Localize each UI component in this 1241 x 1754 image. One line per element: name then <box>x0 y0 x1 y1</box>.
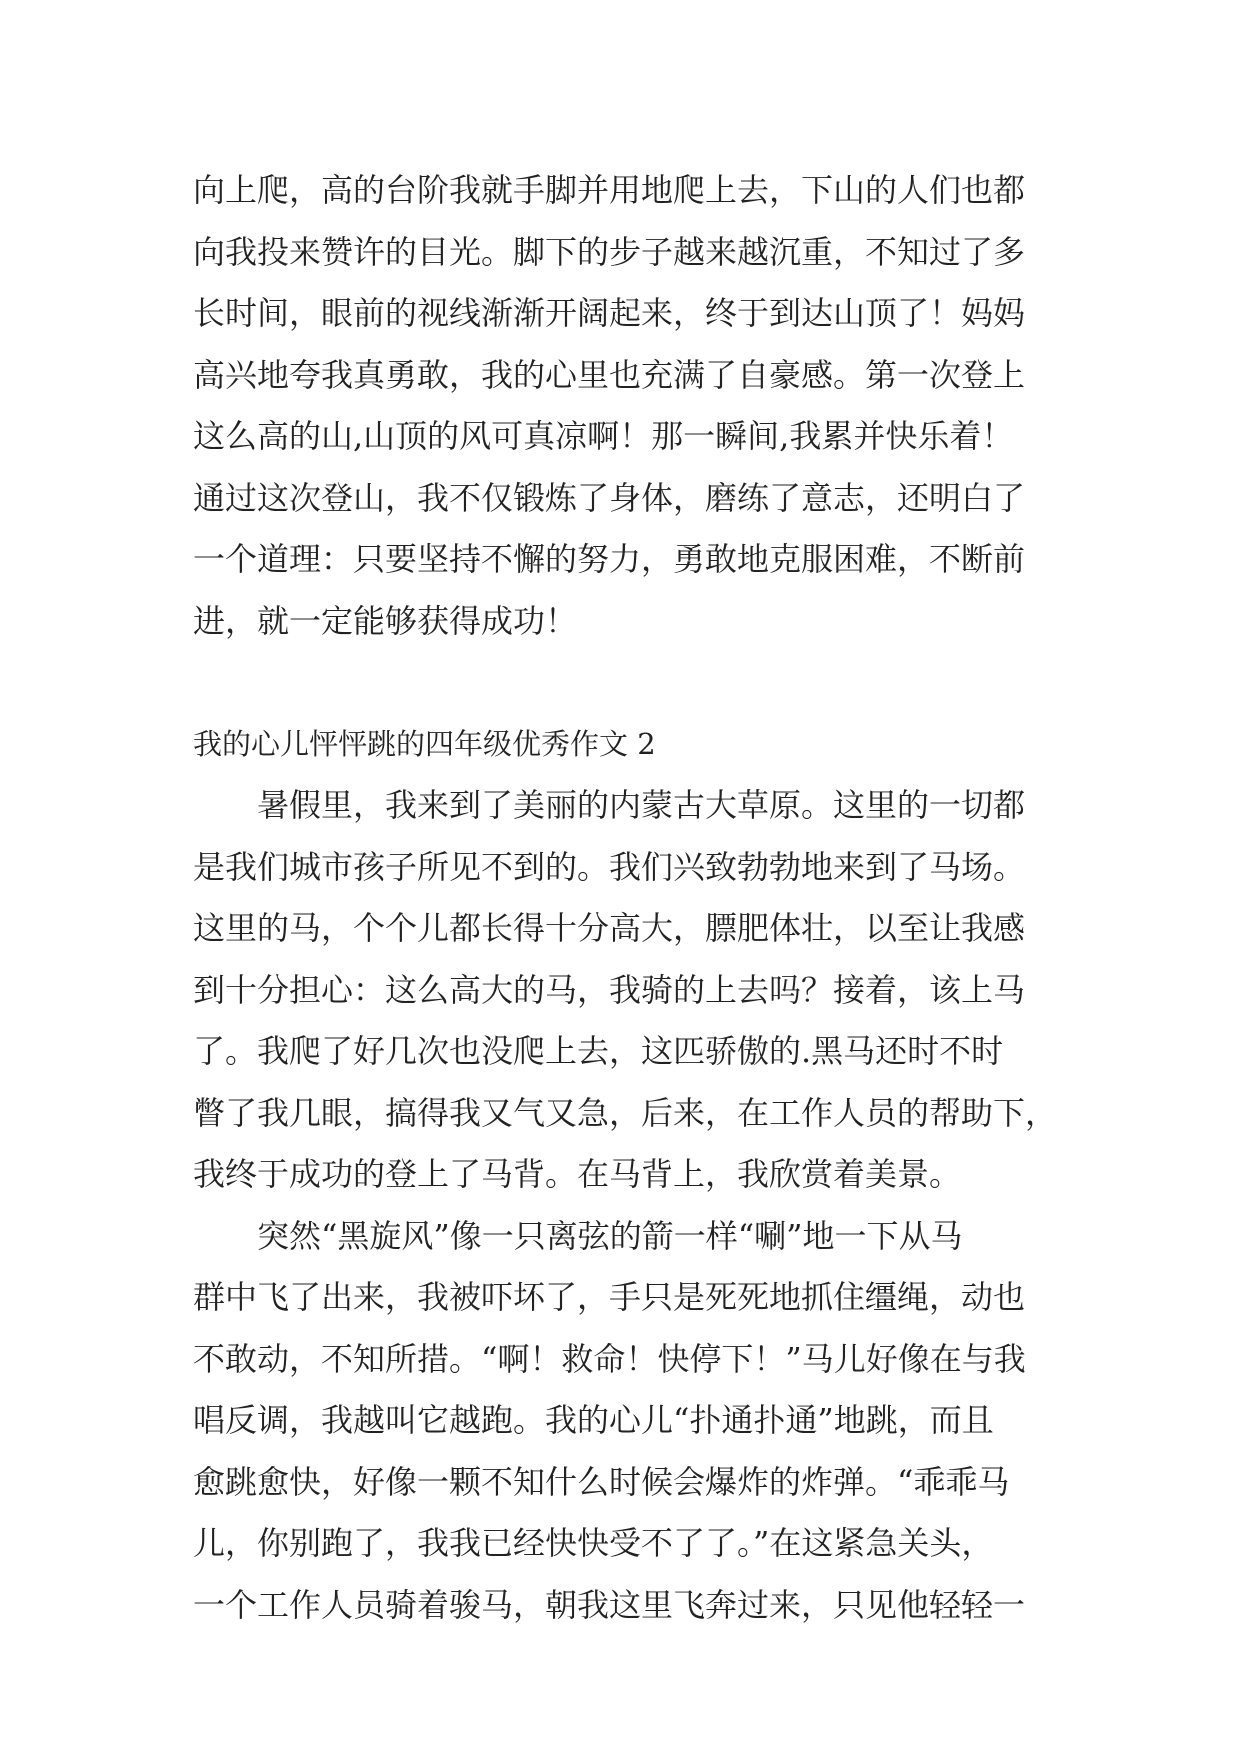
text-line: 不敢动，不知所措。“啊！救命！快停下！”马儿好像在与我 <box>193 1339 1026 1378</box>
document-body <box>193 160 1073 1636</box>
essay-title: 我的心儿怦怦跳的四年级优秀作文 2 <box>193 726 656 761</box>
text-line: 儿，你别跑了，我我已经快快受不了了。”在这紧急关头， <box>193 1524 994 1562</box>
text-line: 向我投来赞许的目光。脚下的步子越来越沉重，不知过了多 <box>193 232 1026 271</box>
text-line: 长时间，眼前的视线渐渐开阔起来，终于到达山顶了！妈妈 <box>193 294 1026 332</box>
paragraph-1 <box>193 775 1073 1206</box>
blank-line <box>193 652 1073 714</box>
text-line: 高兴地夸我真勇敢，我的心里也充满了自豪感。第一次登上 <box>193 355 1026 394</box>
text-line: 通过这次登山，我不仅锻炼了身体，磨练了意志，还明白了 <box>193 478 1026 517</box>
text-line: 向上爬，高的台阶我就手脚并用地爬上去，下山的人们也都 <box>193 171 1026 209</box>
text-line: 了。我爬了好几次也没爬上去，这匹骄傲的.黑马还时不时 <box>193 1032 1004 1070</box>
text-line: 暑假里，我来到了美丽的内蒙古大草原。这里的一切都 <box>257 786 1026 824</box>
text-line: 进，就一定能够获得成功！ <box>193 601 578 640</box>
text-line: 群中飞了出来，我被吓坏了，手只是死死地抓住缰绳，动也 <box>193 1278 1026 1316</box>
text-line: 这么高的山,山顶的风可真凉啊！那一瞬间,我累并快乐着！ <box>193 417 1014 455</box>
text-line: 这里的马，个个儿都长得十分高大，膘肥体壮，以至让我感 <box>193 909 1026 947</box>
text-line: 唱反调，我越叫它越跑。我的心儿“扑通扑通”地跳，而且 <box>193 1401 994 1439</box>
paragraph-2 <box>193 1206 1073 1637</box>
text-line: 突然“黑旋风”像一只离弦的箭一样“唰”地一下从马 <box>257 1216 963 1255</box>
text-line: 我终于成功的登上了马背。在马背上，我欣赏着美景。 <box>193 1155 962 1193</box>
text-line: 愈跳愈快，好像一颗不知什么时候会爆炸的炸弹。“乖乖马 <box>193 1462 1010 1501</box>
paragraph-continuation <box>193 160 1073 652</box>
text-line: 到十分担心：这么高大的马，我骑的上去吗？接着，该上马 <box>193 970 1026 1009</box>
text-line: 一个工作人员骑着骏马，朝我这里飞奔过来，只见他轻轻一 <box>193 1585 1026 1624</box>
text-line: 是我们城市孩子所见不到的。我们兴致勃勃地来到了马场。 <box>193 847 1026 886</box>
text-line: 瞥了我几眼，搞得我又气又急，后来，在工作人员的帮助下， <box>193 1093 1058 1132</box>
text-line: 一个道理：只要坚持不懈的努力，勇敢地克服困难，不断前 <box>193 540 1026 578</box>
